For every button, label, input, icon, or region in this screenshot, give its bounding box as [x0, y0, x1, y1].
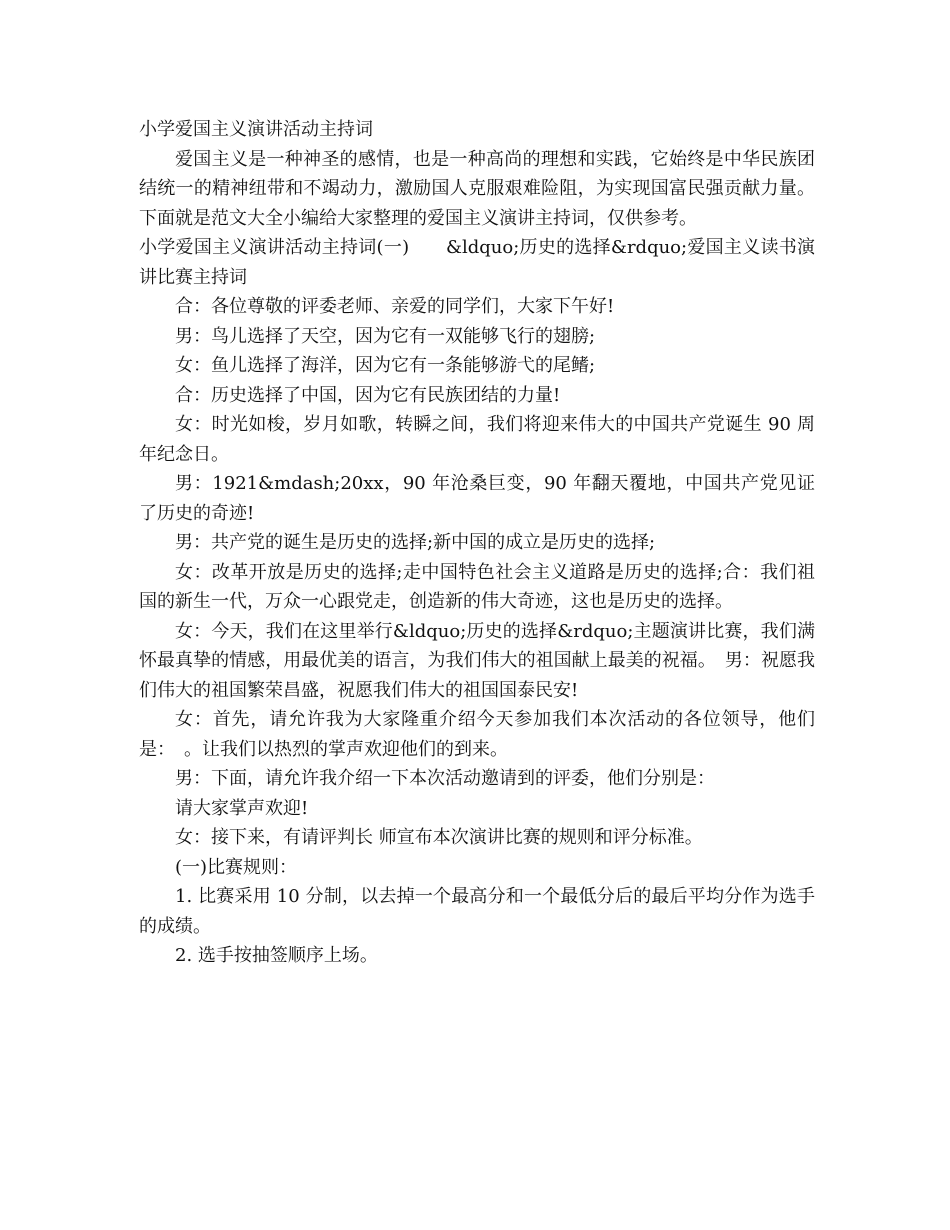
paragraph: 女：时光如梭，岁月如歌，转瞬之间，我们将迎来伟大的中国共产党诞生 90 周年纪念日。 — [139, 414, 815, 465]
document-page — [139, 115, 815, 971]
paragraph: 女：鱼儿选择了海洋，因为它有一条能够游弋的尾鳍; — [175, 355, 596, 376]
paragraph: 合：各位尊敬的评委老师、亲爱的同学们，大家下午好! — [175, 296, 615, 317]
paragraph: 男：鸟儿选择了天空，因为它有一双能够飞行的翅膀; — [175, 325, 596, 347]
paragraph: 男：1921&mdash;20xx，90 年沧桑巨变，90 年翻天覆地，中国共产党见证了历史的奇迹! — [139, 473, 815, 524]
paragraph: 男：共产党的诞生是历史的选择;新中国的成立是历史的选择; — [175, 532, 656, 553]
paragraph: 2. 选手按抽签顺序上场。 — [175, 945, 378, 966]
paragraph: 请大家掌声欢迎! — [175, 797, 309, 819]
intro-paragraph: 爱国主义是一种神圣的感情，也是一种高尚的理想和实践，它始终是中华民族团结统一的精神纽带和不竭动力，激励国人克服艰难险阻，为实现国富民强贡献力量。下面就是范文大全小编给大家整理的爱国主义演讲主持词，仅供参考。 — [139, 148, 815, 229]
paragraph: (一)比赛规则： — [175, 856, 298, 878]
paragraph: 女：改革开放是历史的选择;走中国特色社会主义道路是历史的选择;合：我们祖国的新生一代，万众一心跟党走，创造新的伟大奇迹，这也是历史的选择。 — [139, 561, 815, 612]
paragraph: 1. 比赛采用 10 分制，以去掉一个最高分和一个最低分后的最后平均分作为选手的成绩。 — [139, 886, 815, 937]
paragraph: 女：首先，请允许我为大家隆重介绍今天参加我们本次活动的各位领导，他们是： 。让我们以热烈的掌声欢迎他们的到来。 — [139, 709, 815, 760]
paragraph: 男：下面，请允许我介绍一下本次活动邀请到的评委，他们分别是： — [175, 768, 715, 789]
paragraph: 合：历史选择了中国，因为它有民族团结的力量! — [175, 384, 561, 406]
document-title: 小学爱国主义演讲活动主持词 — [139, 119, 373, 140]
paragraph: 女：接下来，有请评判长 师宣布本次演讲比赛的规则和评分标准。 — [175, 827, 703, 848]
subtitle: 小学爱国主义演讲活动主持词(一) &ldquo;历史的选择&rdquo;爱国主义读书演讲比赛主持词 — [139, 237, 815, 288]
paragraph: 女：今天，我们在这里举行&ldquo;历史的选择&rdquo;主题演讲比赛，我们满怀最真挚的情感，用最优美的语言，为我们伟大的祖国献上最美的祝福。 男：祝愿我们伟大的祖国繁荣昌盛，祝愿我们伟大的祖国国泰民安! — [139, 620, 815, 701]
